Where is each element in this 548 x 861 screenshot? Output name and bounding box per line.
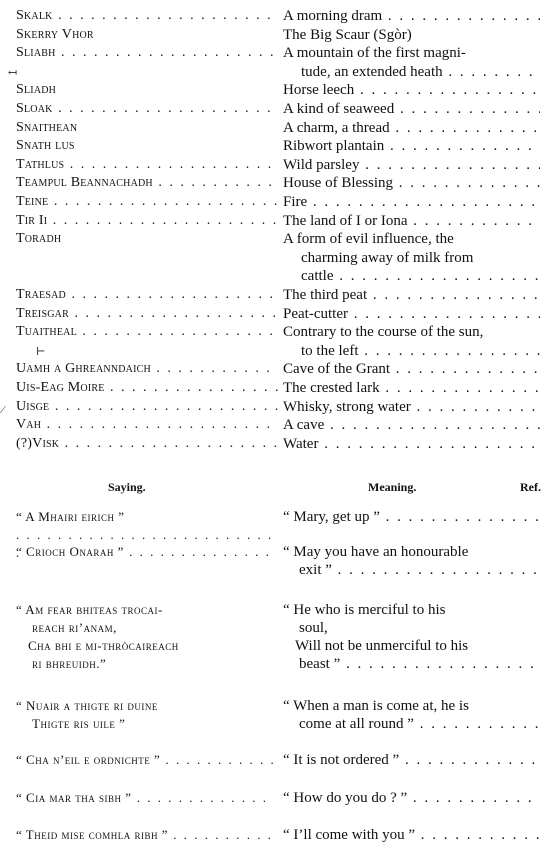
- glossary-entry: [0, 44, 548, 81]
- glossary-definition: Ribwort plantain . .: [283, 137, 540, 155]
- glossary-term: Vah . .: [16, 416, 278, 434]
- saying-text: “ Am fear bhiteas trocai- reach ri’anam, Cha bhi e mi-thròcaireach ri bhreuidh.”: [16, 602, 179, 671]
- glossary-entry: [0, 379, 548, 398]
- saying-meaning: “ He who is merciful to his soul, Will not be unmerciful to his beast ” . .: [283, 601, 540, 673]
- glossary-entry: [0, 81, 548, 100]
- glossary-term: Tuaitheal . .: [16, 323, 278, 341]
- glossary-definition: Fire . .: [283, 193, 540, 211]
- glossary-term: Sloak . .: [16, 100, 278, 118]
- glossary-definition: A form of evil influence, the charming away of milk from cattle . .: [283, 230, 540, 286]
- glossary-term: Skalk . .: [16, 7, 278, 25]
- glossary-term: (?)Visk . .: [16, 435, 278, 453]
- glossary-entry: [0, 305, 548, 324]
- saying-meaning: “ When a man is come at, he is come at all round ” . .: [283, 697, 540, 733]
- glossary-definition: A mountain of the first magni- tude, an extended heath . .: [283, 44, 540, 81]
- column-header-meaning: Meaning.: [368, 480, 417, 494]
- saying-text: “ A Mhairi eirich ” . .: [16, 508, 274, 562]
- glossary-term: Toradh: [16, 231, 62, 247]
- glossary-entry: [0, 435, 548, 454]
- saying-text: “ Theid mise comhla ribh ” . .: [16, 826, 274, 844]
- glossary-definition: Whisky, strong water . .: [283, 398, 540, 416]
- glossary-entry: [0, 323, 548, 360]
- glossary-entry: [0, 137, 548, 156]
- glossary-definition: A kind of seaweed . .: [283, 100, 540, 118]
- saying-meaning: “ May you have an honourable exit ” . .: [283, 543, 540, 579]
- margin-annotation-arrow-icon: ↤: [8, 67, 18, 79]
- glossary-entry: [0, 360, 548, 379]
- glossary-term: Tathlus . .: [16, 156, 278, 174]
- glossary-term: Teampul Beannachadh . .: [16, 174, 278, 192]
- saying-text: “ Cia mar tha sibh ” . .: [16, 789, 274, 807]
- glossary-term: Treisgar . .: [16, 305, 278, 323]
- glossary-term: Uisge . .: [16, 398, 278, 416]
- glossary-entry: [0, 230, 548, 286]
- glossary-entry: [0, 193, 548, 212]
- saying-meaning: “ Mary, get up ” . .: [283, 508, 540, 526]
- glossary-entry: [0, 26, 548, 45]
- glossary-definition: House of Blessing . .: [283, 174, 540, 192]
- glossary-entry: [0, 398, 548, 417]
- glossary-definition: The crested lark . .: [283, 379, 540, 397]
- glossary-term: Sliabh . .: [16, 44, 278, 62]
- glossary-term: Teine . .: [16, 193, 278, 211]
- glossary-definition: The Big Scaur (Sgòr): [283, 26, 412, 43]
- glossary-entry: [0, 174, 548, 193]
- glossary-term: Sliadh: [16, 82, 57, 98]
- glossary-entry: [0, 7, 548, 26]
- saying-text: “ Cha n’eil e ordnichte ” . .: [16, 751, 274, 769]
- glossary-definition: A charm, a thread . .: [283, 119, 540, 137]
- saying-meaning: “ How do you do ? ” . .: [283, 789, 540, 807]
- margin-annotation-mark-icon: ⊢: [36, 346, 46, 358]
- glossary-term: Skerry Vhor: [16, 26, 94, 42]
- glossary-definition: Cave of the Grant . .: [283, 360, 540, 378]
- glossary-entry: [0, 119, 548, 138]
- glossary-term: Tir Ii . .: [16, 212, 278, 230]
- glossary-definition: Horse leech . .: [283, 81, 540, 99]
- glossary-definition: The third peat . .: [283, 286, 540, 304]
- glossary-term: Uis-Eag Moire . .: [16, 379, 278, 397]
- glossary-definition: The land of I or Iona . .: [283, 212, 540, 230]
- glossary-entry: [0, 100, 548, 119]
- saying-text: “ Crioch Onarah ” . .: [16, 543, 274, 561]
- column-header-ref: Ref.: [520, 480, 541, 494]
- margin-annotation-stroke-icon: ⁄: [2, 404, 4, 416]
- glossary-term: Traesad . .: [16, 286, 278, 304]
- glossary-entry: [0, 212, 548, 231]
- column-header-saying: Saying.: [108, 480, 146, 494]
- glossary-definition: Contrary to the course of the sun, to the left . .: [283, 323, 540, 360]
- saying-meaning: “ I’ll come with you ” . .: [283, 826, 540, 844]
- glossary-term: Snaithean: [16, 119, 78, 135]
- glossary-term: Snath lus: [16, 138, 75, 154]
- glossary-definition: A cave . .: [283, 416, 540, 434]
- glossary-definition: Peat-cutter . .: [283, 305, 540, 323]
- glossary-definition: Water . .: [283, 435, 540, 453]
- glossary-term: Uamh a Ghreanndaich . .: [16, 360, 278, 378]
- glossary-definition: A morning dram . .: [283, 7, 540, 25]
- glossary-entry: [0, 156, 548, 175]
- glossary-entry: [0, 416, 548, 435]
- glossary-entry: [0, 286, 548, 305]
- glossary-definition: Wild parsley . .: [283, 156, 540, 174]
- saying-text: “ Nuair a thigte ri duine Thigte ris uile ”: [16, 698, 158, 731]
- saying-meaning: “ It is not ordered ” . .: [283, 751, 540, 769]
